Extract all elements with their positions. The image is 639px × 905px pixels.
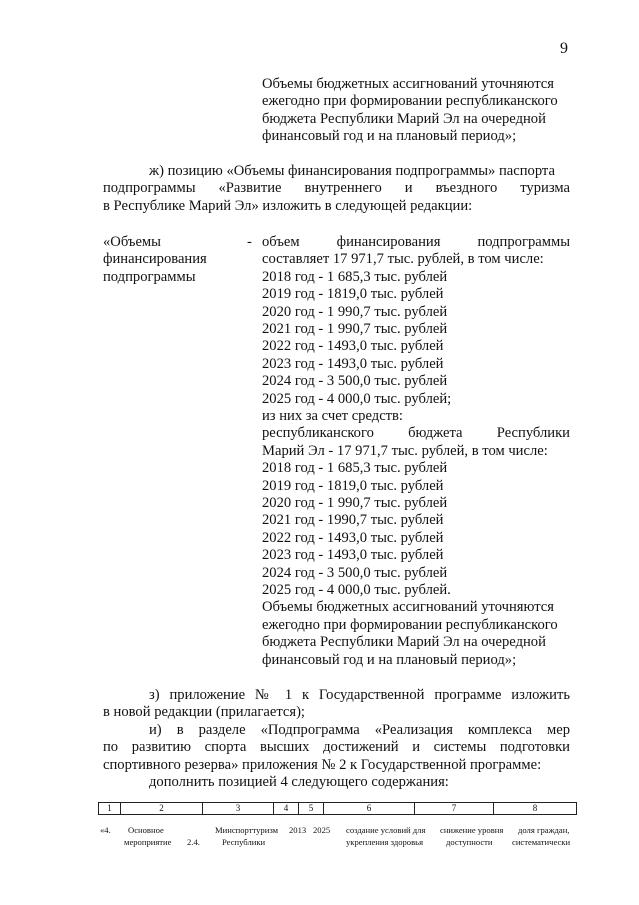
text-line: бюджета Республики Марий Эл на очередной — [262, 634, 546, 651]
text-line: Марий Эл - 17 971,7 тыс. рублей, в том числе: — [262, 442, 548, 459]
text-line: составляет 17 971,7 тыс. рублей, в том числе: — [262, 251, 544, 268]
table-cell-effect: доступности — [446, 837, 493, 847]
text-line: 2022 год - 1493,0 тыс. рублей — [262, 338, 444, 355]
paragraph-line: з) приложение № 1 к Государственной программе изложить — [149, 687, 570, 703]
text-line: 2018 год - 1 685,3 тыс. рублей — [262, 460, 448, 477]
table-cell-executor: Республики — [222, 837, 266, 847]
label-line: финансирования — [103, 251, 207, 268]
table-cell-end: 2025 — [313, 825, 331, 835]
table-cell-effect: снижение уровня — [440, 825, 504, 835]
table-header-cell: 8 — [494, 803, 577, 815]
table-header-cell: 6 — [324, 803, 415, 815]
text-line: 2019 год - 1819,0 тыс. рублей — [262, 286, 444, 303]
text-line: Объемы бюджетных ассигнований уточняются — [262, 76, 554, 92]
dash-separator: - — [247, 234, 252, 250]
text-line: 2024 год - 3 500,0 тыс. рублей — [262, 564, 448, 581]
table-header-cell: 4 — [274, 803, 299, 815]
paragraph-line: дополнить позицией 4 следующего содержания: — [149, 774, 449, 790]
text-line: Объемы бюджетных ассигнований уточняются — [262, 599, 554, 616]
table-cell-executor: Минспорттуризм — [215, 825, 279, 835]
paragraph-line: ж) позицию «Объемы финансирования подпрограммы» паспорта — [149, 163, 555, 179]
text-line: 2022 год - 1493,0 тыс. рублей — [262, 529, 444, 546]
text-line: 2021 год - 1 990,7 тыс. рублей — [262, 321, 448, 337]
table-header-cell: 7 — [415, 803, 494, 815]
text-line: из них за счет средств: — [262, 408, 403, 424]
text-line: 2019 год - 1819,0 тыс. рублей — [262, 477, 444, 494]
text-line: финансовый год и на плановый период»; — [262, 651, 517, 668]
table-cell-indicator: систематически — [512, 837, 571, 847]
text-line: 2018 год - 1 685,3 тыс. рублей — [262, 268, 448, 285]
table-cell-num: «4. — [100, 825, 111, 835]
label-line: «Объемы — [103, 234, 161, 250]
text-line: объем финансирования подпрограммы — [262, 234, 570, 250]
text-line: республиканского бюджета Республики — [262, 425, 570, 442]
page-number: 9 — [560, 40, 568, 57]
appendix-table-header — [98, 802, 577, 815]
paragraph-line: в новой редакции (прилагается); — [103, 704, 305, 721]
text-line: ежегодно при формировании республиканского — [262, 616, 558, 633]
text-line: финансовый год и на плановый период»; — [262, 128, 517, 145]
paragraph-line: спортивного резерва» приложения № 2 к Государственной программе: — [103, 756, 542, 773]
text-line: 2023 год - 1493,0 тыс. рублей — [262, 547, 444, 564]
paragraph-line: подпрограммы «Развитие внутреннего и въездного туризма — [103, 180, 570, 197]
table-header-cell: 3 — [203, 803, 274, 815]
table-cell-result: создание условий для — [346, 825, 426, 835]
text-line: 2020 год - 1 990,7 тыс. рублей — [262, 303, 448, 320]
table-header-cell: 2 — [121, 803, 203, 815]
text-line: бюджета Республики Марий Эл на очередной — [262, 110, 546, 127]
paragraph-line: по развитию спорта высших достижений и системы подготовки — [103, 739, 570, 756]
table-cell-name: 2.4. — [187, 837, 200, 847]
text-line: ежегодно при формировании республиканского — [262, 93, 558, 110]
table-cell-result: укрепления здоровья — [346, 837, 424, 847]
label-line: подпрограммы — [103, 268, 196, 285]
text-line: 2020 год - 1 990,7 тыс. рублей — [262, 495, 448, 511]
table-cell-indicator: доля граждан, — [518, 825, 570, 835]
text-line: 2021 год - 1990,7 тыс. рублей — [262, 512, 444, 529]
text-line: 2024 год - 3 500,0 тыс. рублей — [262, 373, 448, 390]
paragraph-line: и) в разделе «Подпрограмма «Реализация комплекса мер — [149, 721, 570, 738]
text-line: 2025 год - 4 000,0 тыс. рублей. — [262, 582, 451, 598]
text-line: 2023 год - 1493,0 тыс. рублей — [262, 355, 444, 372]
paragraph-line: в Республике Марий Эл» изложить в следующей редакции: — [103, 197, 473, 214]
text-line: 2025 год - 4 000,0 тыс. рублей; — [262, 390, 452, 407]
table-cell-name: Основное — [128, 825, 164, 835]
table-cell-start: 2013 — [289, 825, 307, 835]
table-header-cell: 5 — [299, 803, 324, 815]
table-header-cell: 1 — [99, 803, 121, 815]
table-cell-name: мероприятие — [124, 837, 172, 847]
